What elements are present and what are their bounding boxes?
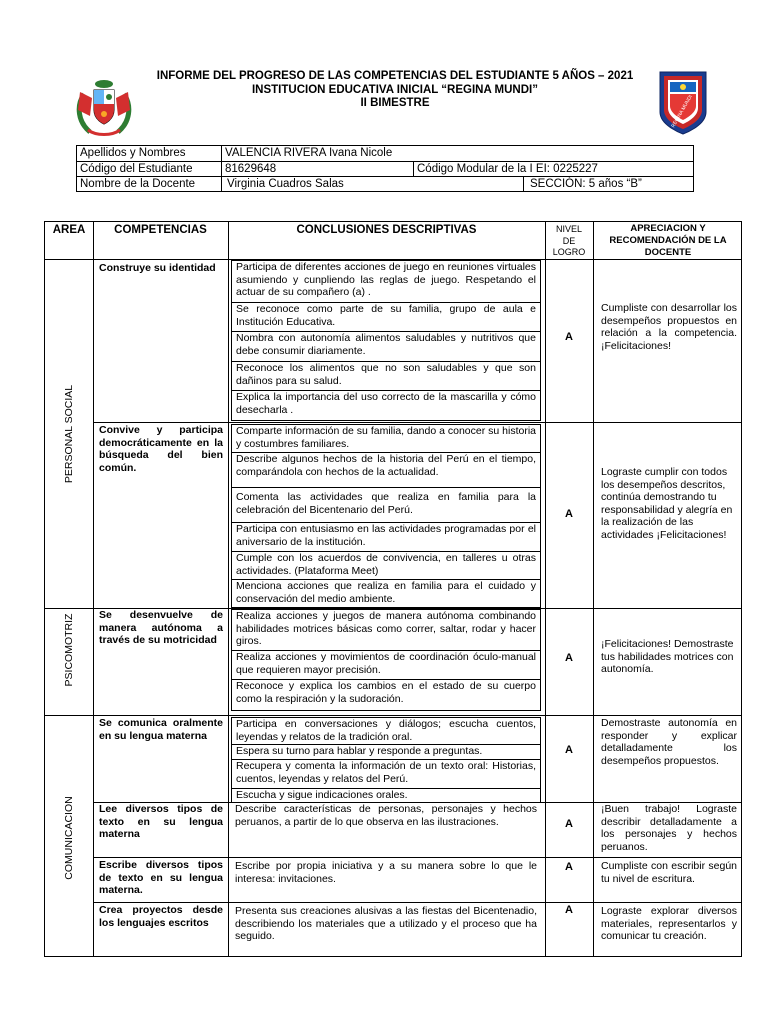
competency-name: Construye su identidad bbox=[99, 262, 216, 274]
teacher-appreciation: Cumpliste con desarrollar los desempeños propuestos en relación a la competencia.¡Felicitaciones! bbox=[601, 302, 737, 352]
conclusion-item: Presenta sus creaciones alusivas a las fiestas del Bicentenadio, describiendo los materiales que a utilizado y el proceso que ha seguido. bbox=[235, 905, 537, 943]
conclusion-item: Cumple con los acuerdos de convivencia, en talleres u otras actividades. (Plataforma Meet) bbox=[231, 551, 541, 580]
conclusion-item: Espera su turno para hablar y responde a preguntas. bbox=[231, 744, 541, 760]
teacher-label: Nombre de la Docente bbox=[80, 178, 196, 190]
conclusion-item: Escribe por propia iniciativa y a su manera sobre lo que le interesa: invitaciones. bbox=[235, 860, 537, 885]
competency-name: Se comunica oralmente en su lengua materna bbox=[99, 717, 223, 742]
info-row-name bbox=[77, 146, 693, 161]
achievement-level: A bbox=[565, 744, 573, 756]
achievement-level: A bbox=[565, 818, 573, 830]
report-header bbox=[0, 68, 768, 138]
peru-coat-of-arms-logo bbox=[72, 72, 136, 138]
competencies-table bbox=[44, 221, 742, 957]
conclusion-item: Participa con entusiasmo en las actividades programadas por el aniversario de la institución. bbox=[231, 522, 541, 552]
title-line-3: II BIMESTRE bbox=[360, 97, 430, 109]
competency-name: Crea proyectos desde los lenguajes escritos bbox=[99, 904, 223, 929]
regina-mundi-school-logo bbox=[656, 68, 710, 138]
title-line-1: INFORME DEL PROGRESO DE LAS COMPETENCIAS DEL ESTUDIANTE 5 AÑOS – 2021 bbox=[156, 70, 634, 82]
conclusion-item: Comparte información de su familia, dando a conocer su historia y costumbres familiares. bbox=[231, 424, 541, 453]
code-label: Código del Estudiante bbox=[80, 163, 193, 175]
competency-name: Lee diversos tipos de texto en su lengua materna bbox=[99, 803, 223, 841]
name-value: VALENCIA RIVERA Ivana Nicole bbox=[221, 146, 693, 161]
report-title bbox=[140, 70, 650, 111]
conclusion-item: Recupera y comenta la información de un texto oral: Historias, cuentos, leyendas y relatos del Perú. bbox=[231, 759, 541, 789]
teacher-appreciation: ¡Felicitaciones! Demostraste tus habilidades motrices con autonomía. bbox=[601, 638, 734, 676]
section-value: SECCIÓN: 5 años “B” bbox=[523, 177, 693, 192]
svg-text:REGINA MUNDI: REGINA MUNDI bbox=[670, 94, 694, 129]
conclusion-item: Reconoce los alimentos que no son saludables y que son dañinos para su salud. bbox=[231, 361, 541, 391]
conclusion-item: Comenta las actividades que realiza en familia para la celebración del Bicentenario del Perú. bbox=[231, 487, 541, 523]
header-competencias: COMPETENCIAS bbox=[114, 224, 207, 236]
code-value: 81629648 bbox=[221, 162, 413, 176]
header-nivel-logro: NIVEL DE LOGRO bbox=[552, 224, 586, 257]
info-row-code bbox=[77, 161, 693, 176]
header-conclusiones: CONCLUSIONES DESCRIPTIVAS bbox=[296, 224, 477, 236]
area-label-comunicacion: COMUNICACION bbox=[63, 796, 75, 880]
achievement-level: A bbox=[565, 861, 573, 873]
achievement-level: A bbox=[565, 652, 573, 664]
teacher-appreciation: Demostraste autonomía en responder y explicar detalladamente los desempeños propuestos. bbox=[601, 717, 737, 767]
achievement-level: A bbox=[565, 508, 573, 520]
student-info-table bbox=[76, 145, 694, 192]
competency-name: Convive y participa democráticamente en la búsqueda del bien común. bbox=[99, 424, 223, 474]
name-label: Apellidos y Nombres bbox=[80, 147, 186, 159]
title-line-2: INSTITUCION EDUCATIVA INICIAL “REGINA MUNDI” bbox=[251, 83, 538, 96]
header-area: AREA bbox=[52, 224, 86, 236]
achievement-level: A bbox=[565, 331, 573, 343]
teacher-appreciation: Cumpliste con escribir según tu nivel de escritura. bbox=[601, 860, 737, 885]
competency-name: Escribe diversos tipos de texto en su lengua materna. bbox=[99, 859, 223, 897]
teacher-value: Virginia Cuadros Salas bbox=[221, 177, 523, 192]
competency-name: Se desenvuelve de manera autónoma a través de su motricidad bbox=[99, 609, 223, 647]
achievement-level: A bbox=[565, 904, 573, 916]
conclusion-item: Participa en conversaciones y diálogos; escucha cuentos, leyendas y relatos de la tradición oral. bbox=[231, 717, 541, 745]
conclusion-item: Menciona acciones que realiza en familia para el cuidado y conservación del medio ambiente. bbox=[231, 579, 541, 608]
conclusion-item: Participa de diferentes acciones de juego en reuniones virtuales asumiendo y cunpliendo las reglas de juego. Respetando el actuar de su compañero (a) . bbox=[231, 260, 541, 303]
conclusion-item: Realiza acciones y movimientos de coordinación óculo-manual que requieren mayor precisión. bbox=[231, 650, 541, 680]
teacher-appreciation: Lograste explorar diversos materiales, representarlos y comunicar tu creación. bbox=[601, 905, 737, 943]
header-apreciacion: APRECIACION Y RECOMENDACIÓN DE LA DOCENTE bbox=[609, 223, 727, 258]
info-row-teacher bbox=[77, 176, 693, 192]
area-label-psicomotriz: PSICOMOTRIZ bbox=[63, 613, 75, 687]
teacher-appreciation: ¡Buen trabajo! Lograste describir detalladamente a los personajes y hechos peruanos. bbox=[601, 803, 737, 853]
conclusion-item: Se reconoce como parte de su familia, grupo de aula e Institución Educativa. bbox=[231, 302, 541, 332]
conclusion-item: Nombra con autonomía alimentos saludables y nutritivos que debe consumir diariamente. bbox=[231, 331, 541, 362]
modular-code: Código Modular de la I EI: 0225227 bbox=[413, 162, 693, 176]
area-label-personal-social: PERSONAL SOCIAL bbox=[63, 384, 75, 484]
teacher-appreciation: Lograste cumplir con todos los desempeños descritos, continúa demostrando tu responsabilidad y alegría en la realización de las actividades ¡Felicitaciones! bbox=[601, 466, 733, 541]
conclusion-item: Reconoce y explica los cambios en el estado de su cuerpo como la respiración y la sudoración. bbox=[231, 679, 541, 711]
conclusion-item: Describe algunos hechos de la historia del Perú en el tiempo, comparándola con hechos de la actualidad. bbox=[231, 452, 541, 488]
conclusion-item: Realiza acciones y juegos de manera autónoma combinando habilidades motrices básicas como correr, saltar, rodar y hacer giros. bbox=[231, 609, 541, 651]
conclusion-item: Describe características de personas, personajes y hechos peruanos, a partir de lo que observa en las ilustraciones. bbox=[235, 803, 537, 828]
conclusion-item: Escucha y sigue indicaciones orales. bbox=[231, 788, 541, 803]
conclusion-item: Explica la importancia del uso correcto de la mascarilla y cómo desecharla . bbox=[231, 390, 541, 421]
